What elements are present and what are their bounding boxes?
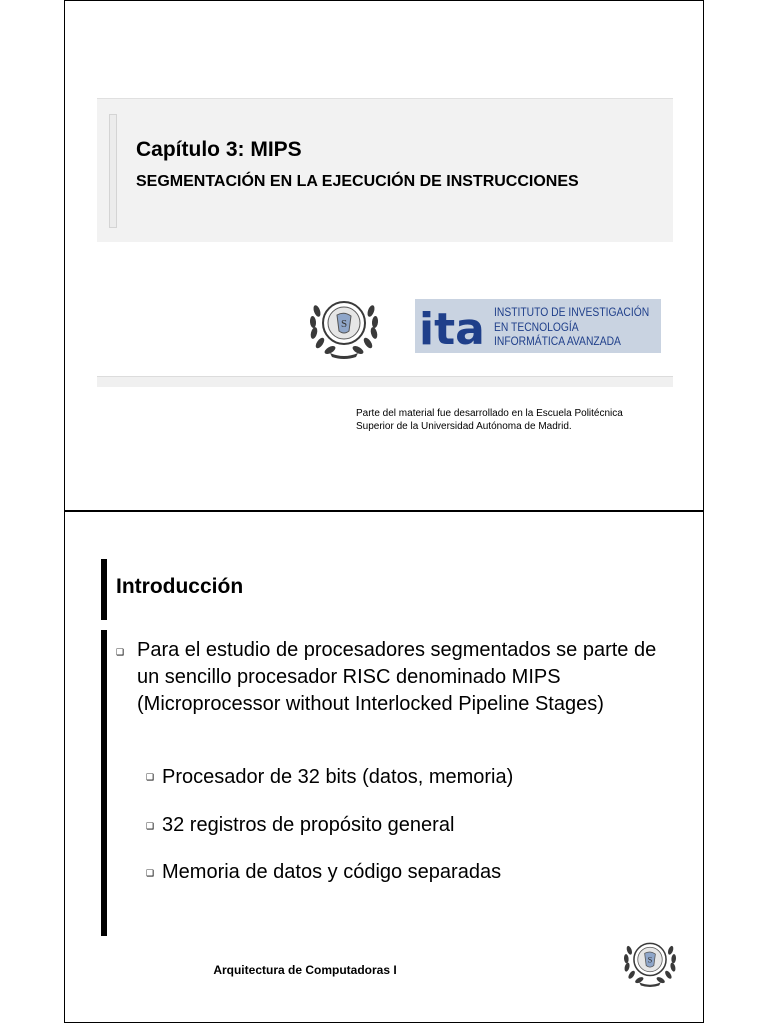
ita-mark-icon — [417, 299, 491, 353]
credit-line: Parte del material fue desarrollado en la Escuela Politécnica — [356, 408, 623, 419]
chapter-subtitle: SEGMENTACIÓN EN LA EJECUCIÓN DE INSTRUCCIONES — [136, 173, 579, 190]
body-accent-bar — [101, 630, 107, 936]
ita-logo-text — [494, 305, 674, 349]
checkbox-bullet-icon: ❑ — [146, 868, 155, 878]
sub-point: Memoria de datos y código separadas — [162, 861, 502, 883]
ita-logo-line: EN TECNOLOGÍA — [494, 319, 579, 334]
footer-text: Arquitectura de Computadoras I — [213, 963, 397, 977]
university-seal-icon — [619, 935, 681, 987]
chapter-title: Capítulo 3: MIPS — [136, 138, 302, 161]
title-accent-bar — [109, 114, 117, 228]
svg-text:S: S — [647, 955, 653, 965]
checkbox-bullet-icon: ❑ — [116, 647, 125, 657]
title-slide — [64, 0, 704, 511]
credit-note — [356, 407, 623, 433]
sub-point: Procesador de 32 bits (datos, memoria) — [162, 766, 514, 788]
checkbox-bullet-icon: ❑ — [146, 772, 155, 782]
intro-slide — [64, 511, 704, 1023]
ita-mark-text: ita — [419, 304, 485, 353]
main-point: Para el estudio de procesadores segmentados se parte de un sencillo procesador RISC denominado MIPS (Microprocessor without Interlocked Pipeline Stages) — [137, 639, 657, 715]
credit-line: Superior de la Universidad Autónoma de Madrid. — [356, 421, 572, 432]
ita-logo-line: INSTITUTO DE INVESTIGACIÓN — [494, 305, 650, 319]
title-band — [97, 98, 673, 242]
divider-band — [97, 376, 673, 387]
checkbox-bullet-icon: ❑ — [146, 821, 155, 831]
svg-text:S: S — [340, 318, 348, 330]
ita-logo — [415, 299, 661, 353]
ita-logo-line: INFORMÁTICA AVANZADA — [494, 334, 621, 348]
section-title: Introducción — [116, 575, 244, 598]
university-seal-icon — [306, 291, 382, 359]
sub-point: 32 registros de propósito general — [162, 814, 455, 836]
title-accent-bar — [101, 559, 107, 620]
